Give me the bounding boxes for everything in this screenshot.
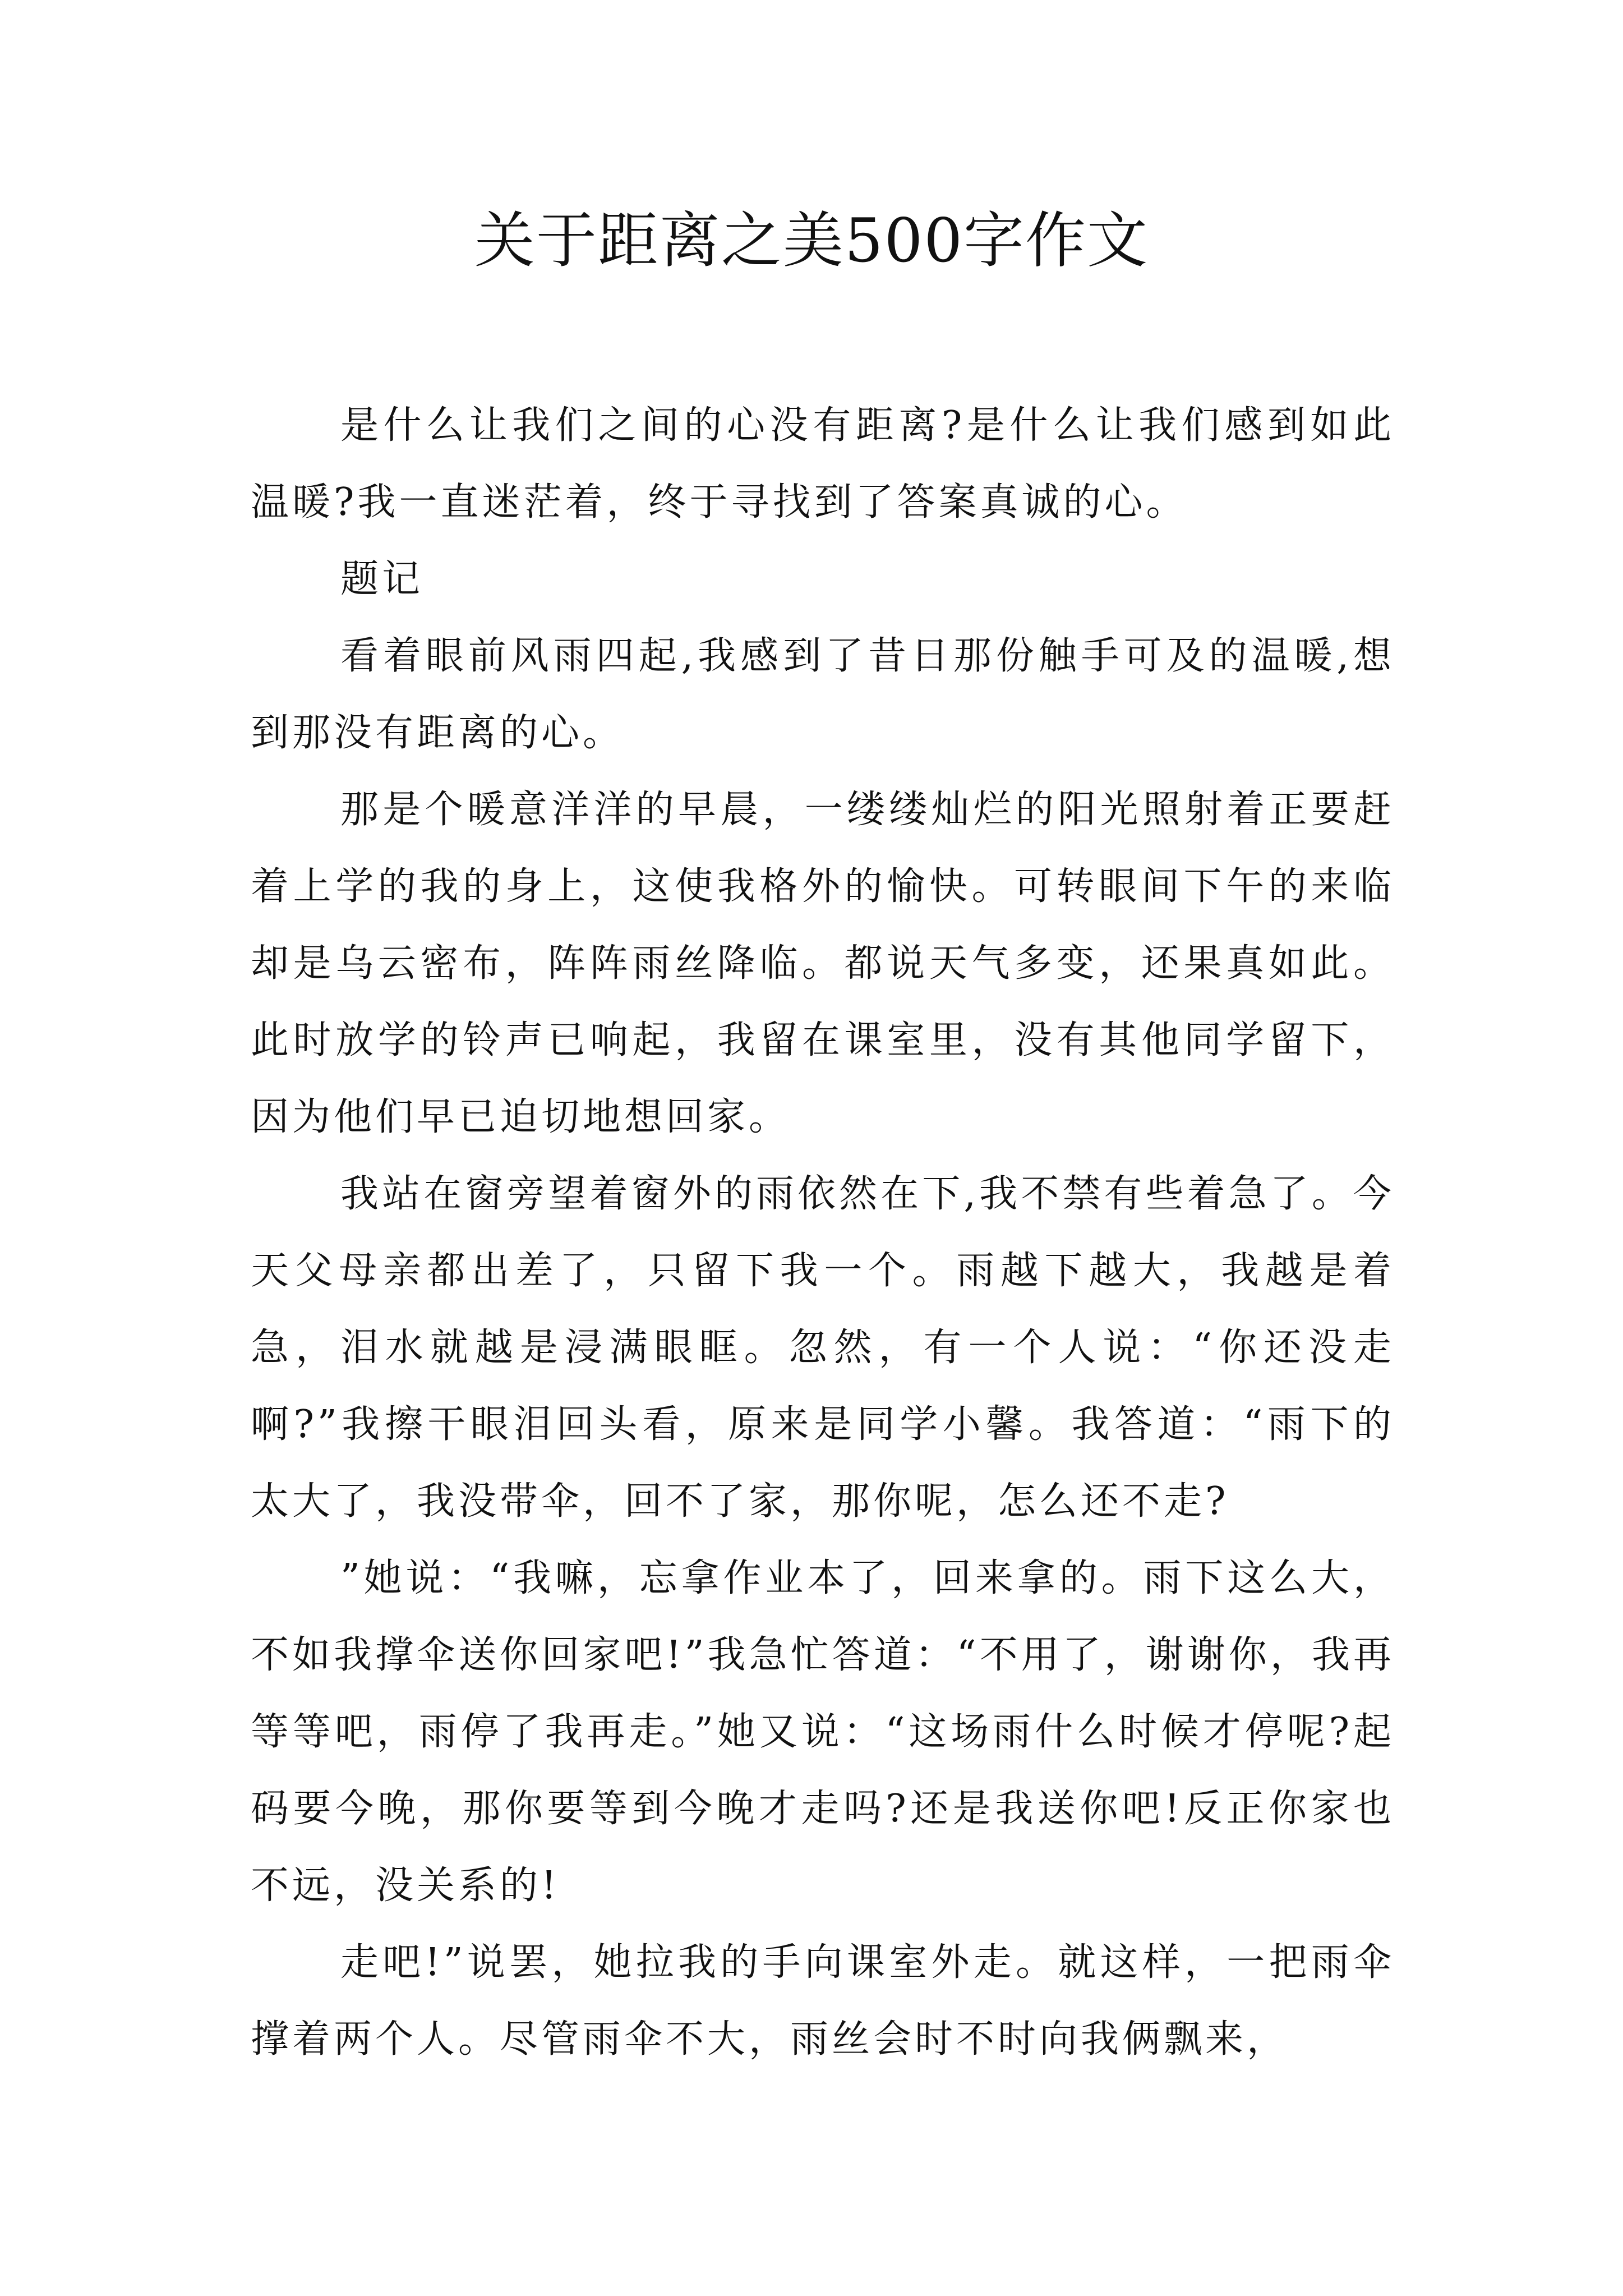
paragraph-7: 走吧!”说罢，她拉我的手向课室外走。就这样，一把雨伞撑着两个人。尽管雨伞不大，雨丝会时不时向我俩飘来，	[251, 1940, 1395, 2062]
paragraph-2: 题记	[340, 557, 424, 601]
paragraph-3: 看着眼前风雨四起,我感到了昔日那份触手可及的温暖,想到那没有距离的心。	[251, 634, 1395, 755]
paragraph-6: ”她说：“我嘛，忘拿作业本了，回来拿的。雨下这么大，不如我撑伞送你回家吧!”我急忙答道：“不用了，谢谢你，我再等等吧，雨停了我再走。”她又说：“这场雨什么时候才停呢?起码要今晚，那你要等到今晚才走吗?还是我送你吧!反正你家也不远，没关系的!	[251, 1556, 1395, 1908]
paragraph-1: 是什么让我们之间的心没有距离?是什么让我们感到如此温暖?我一直迷茫着，终于寻找到了答案真诚的心。	[251, 403, 1395, 524]
paragraph-4: 那是个暖意洋洋的早晨，一缕缕灿烂的阳光照射着正要赶着上学的我的身上，这使我格外的愉快。可转眼间下午的来临却是乌云密布，阵阵雨丝降临。都说天气多变，还果真如此。此时放学的铃声已响起，我留在课室里，没有其他同学留下，因为他们早已迫切地想回家。	[251, 788, 1395, 1139]
document-title: 关于距离之美500字作文	[474, 206, 1149, 276]
paragraph-5: 我站在窗旁望着窗外的雨依然在下,我不禁有些着急了。今天父母亲都出差了，只留下我一个。雨越下越大，我越是着急，泪水就越是浸满眼眶。忽然，有一个人说：“你还没走啊?”我擦干眼泪回头看，原来是同学小馨。我答道：“雨下的太大了，我没带伞，回不了家，那你呢，怎么还不走?	[251, 1172, 1395, 1524]
document-body	[251, 387, 1395, 2078]
